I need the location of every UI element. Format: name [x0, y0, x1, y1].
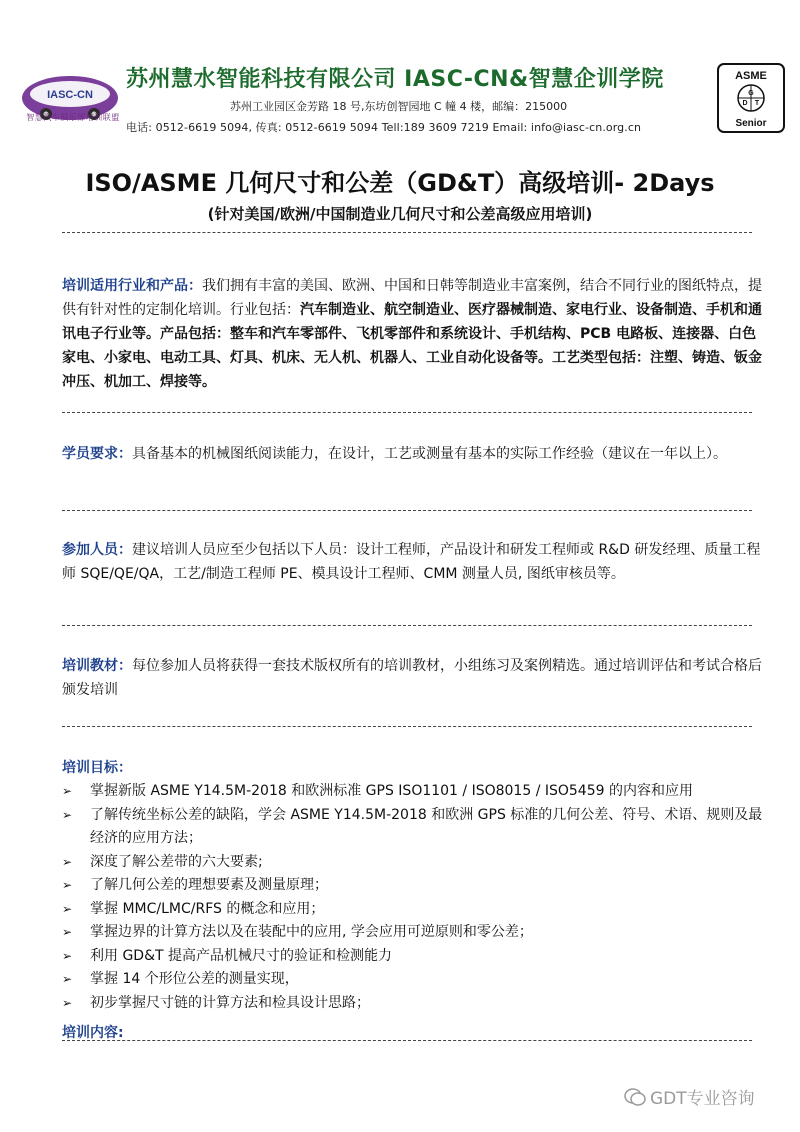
arrow-bullet-icon: ➢ — [62, 784, 73, 798]
wechat-icon — [624, 1087, 646, 1112]
section-text-bold: 汽车制造业、航空制造业、医疗器械制造、家电行业、设备制造、手机和通讯电子行业等。产品包括：整车和汽车零部件、飞机零部件和系统设计、手机结构、PCB 电路板、连接器、白色家电、小家电、电动工具、灯具、机床、无人机、机器人、工业自动化设备等。工艺类型包括：注塑、铸造、钣金冲压、机加工、焊接等。 — [62, 302, 762, 390]
company-address: 苏州工业园区金芳路 18 号,东坊创智园地 C 幢 4 楼，邮编：215000 — [230, 100, 568, 113]
arrow-bullet-icon: ➢ — [62, 925, 73, 939]
watermark — [624, 1084, 755, 1112]
goal-text: 掌握新版 ASME Y14.5M-2018 和欧洲标准 GPS ISO1101 / ISO8015 / ISO5459 的内容和应用 — [90, 783, 693, 799]
company-contact: 电话: 0512-6619 5094, 传真: 0512-6619 5094 Tell:189 3609 7219 Email: info@iasc-cn.org.cn — [126, 121, 642, 134]
divider — [62, 412, 752, 413]
goal-text: 掌握 14 个形位公差的测量实现， — [90, 971, 299, 987]
goal-text: 掌握 MMC/LMC/RFS 的概念和应用； — [90, 900, 325, 917]
goal-text: 了解传统坐标公差的缺陷，学会 ASME Y14.5M-2018 和欧洲 GPS 标准的几何公差、符号、术语、规则及最经济的应用方法； — [90, 806, 763, 846]
asme-logo-top: ASME — [735, 70, 767, 82]
goal-item — [62, 898, 772, 922]
goal-text: 利用 GD&T 提高产品机械尺寸的验证和检测能力 — [90, 947, 392, 964]
arrow-bullet-icon: ➢ — [62, 807, 73, 822]
goal-item — [62, 851, 772, 875]
section-label: 参加人员： — [62, 542, 132, 558]
section-industries — [62, 274, 762, 394]
asme-logo-letter-d: D — [742, 100, 748, 107]
goal-item — [62, 874, 772, 898]
goal-item — [62, 921, 772, 945]
section-label: 培训适用行业和产品： — [62, 278, 202, 294]
arrow-bullet-icon: ➢ — [62, 972, 73, 986]
arrow-bullet-icon: ➢ — [62, 854, 73, 869]
section-text: 具备基本的机械图纸阅读能力，在设计，工艺或测量有基本的实际工作经验（建议在一年以上）。 — [132, 446, 727, 462]
asme-logo-bottom: Senior — [735, 118, 767, 129]
watermark-text: GDT专业咨询 — [650, 1089, 755, 1109]
divider — [62, 232, 752, 233]
goal-item — [62, 945, 772, 969]
goal-text: 了解几何公差的理想要素及测量原理； — [90, 877, 328, 893]
section-text: 每位参加人员将获得一套技术版权所有的培训教材，小组练习及案例精选。通过培训评估和考试合格后颁发培训 — [62, 658, 762, 698]
asme-senior-logo — [716, 62, 786, 134]
divider — [62, 625, 752, 626]
page-subtitle: (针对美国/欧洲/中国制造业几何尺寸和公差高级应用培训) — [207, 205, 593, 223]
arrow-bullet-icon: ➢ — [62, 995, 73, 1010]
section-label: 学员要求： — [62, 446, 132, 462]
page-title: ISO/ASME 几何尺寸和公差（GD&T）高级培训- 2Days — [85, 169, 715, 197]
divider — [62, 726, 752, 727]
goal-item — [62, 804, 772, 851]
section-materials — [62, 654, 762, 702]
arrow-bullet-icon: ➢ — [62, 948, 73, 963]
arrow-bullet-icon: ➢ — [62, 878, 73, 892]
section-text: 我们拥有丰富的美国、欧洲、中国和日韩等制造业丰富案例，结合不同行业的图纸特点，提供有针对性的定制化培训。行业包括： — [62, 278, 762, 318]
logo-caption: 智慧汽车俱乐部培训联盟 — [26, 113, 120, 122]
company-name: 苏州慧水智能科技有限公司 IASC-CN&智慧企训学院 — [126, 67, 664, 92]
divider — [62, 1040, 752, 1041]
goal-text: 掌握边界的计算方法以及在装配中的应用, 学会应用可逆原则和零公差； — [90, 924, 533, 940]
goal-item — [62, 780, 772, 804]
goal-text: 初步掌握尺寸链的计算方法和检具设计思路； — [90, 994, 370, 1011]
divider — [62, 510, 752, 511]
asme-logo-letter-t: T — [754, 100, 760, 107]
goal-text: 深度了解公差带的六大要素; — [90, 853, 263, 870]
goal-item — [62, 992, 772, 1016]
section-participants — [62, 538, 762, 586]
section-text: 建议培训人员应至少包括以下人员：设计工程师，产品设计和研发工程师或 R&D 研发经理、质量工程师 SQE/QE/QA，工艺/制造工程师 PE、模具设计工程师、CMM 测量人员, 图纸审核员等。 — [62, 542, 761, 582]
letterhead — [0, 0, 800, 140]
goals-list — [62, 780, 772, 1015]
section-label: 培训教材： — [62, 658, 132, 674]
content-title: 培训内容: — [62, 1025, 124, 1041]
asme-logo-letter-g: G — [748, 90, 754, 97]
arrow-bullet-icon: ➢ — [62, 901, 73, 916]
goal-item — [62, 968, 772, 992]
iasc-cn-logo-text: IASC-CN — [47, 89, 93, 101]
section-requirements — [62, 442, 762, 466]
goals-title: 培训目标： — [62, 760, 132, 776]
